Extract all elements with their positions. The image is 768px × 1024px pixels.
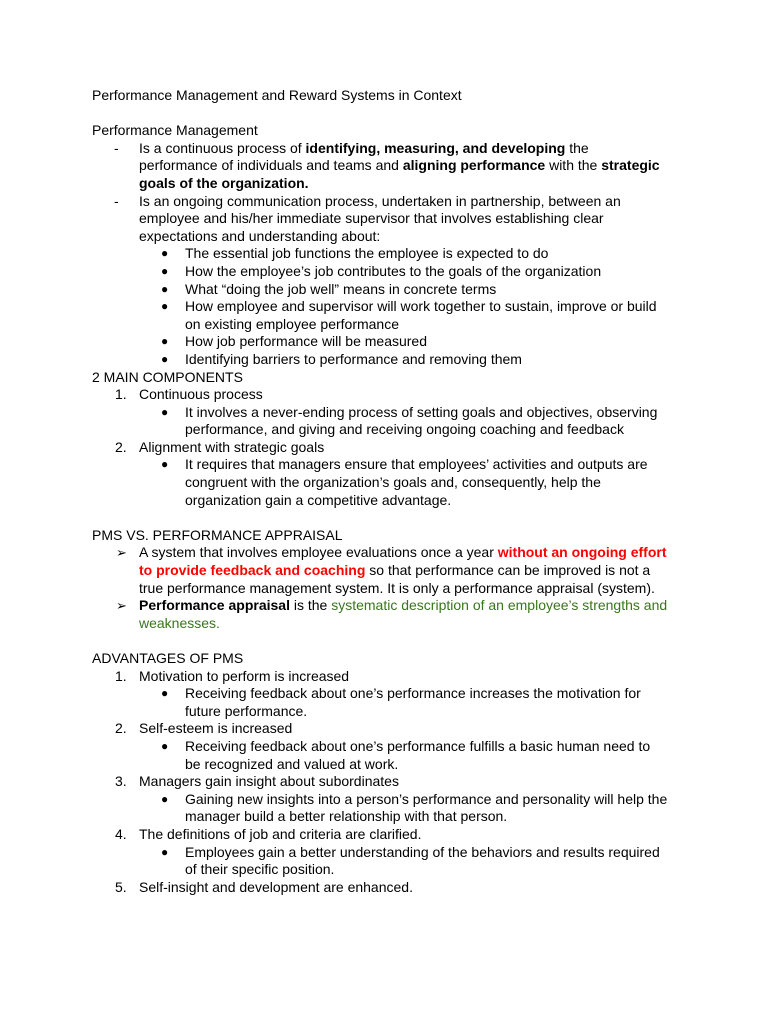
section-heading-main-components: 2 MAIN COMPONENTS xyxy=(92,368,243,385)
text-line: manager build a better relationship with that person. xyxy=(185,808,508,825)
numbered-item xyxy=(92,773,692,791)
text-line: How employee and supervisor will work together to sustain, improve or build xyxy=(185,298,657,315)
arrow-marker: ➢ xyxy=(116,545,127,561)
text-line: Continuous process xyxy=(139,386,263,403)
number-marker: 1. xyxy=(115,667,127,684)
spacer xyxy=(92,509,692,527)
arrow-item xyxy=(92,597,692,632)
number-marker: 2. xyxy=(115,720,127,737)
bullet-marker: ● xyxy=(161,844,169,859)
text-line: It requires that managers ensure that employees’ activities and outputs are xyxy=(185,456,648,473)
bullet-marker: ● xyxy=(161,281,169,296)
text-line: be recognized and valued at work. xyxy=(185,755,399,772)
dash-marker: - xyxy=(114,192,119,209)
document-body xyxy=(92,87,692,896)
text-line: goals of the organization. xyxy=(139,174,309,191)
text-line: Alignment with strategic goals xyxy=(139,438,325,455)
numbered-item xyxy=(92,668,692,686)
bullet-marker: ● xyxy=(161,263,169,278)
bullet-marker: ● xyxy=(161,791,169,806)
arrow-item xyxy=(92,544,692,597)
text-line: Is a continuous process of identifying, measuring, and developing the xyxy=(139,139,589,156)
spacer xyxy=(92,105,692,123)
bullet-item xyxy=(92,263,692,281)
arrow-marker: ➢ xyxy=(116,598,127,614)
text-line: Managers gain insight about subordinates xyxy=(139,773,399,790)
text-line: Receiving feedback about one’s performance increases the motivation for xyxy=(185,685,641,702)
text-line: The essential job functions the employee is expected to do xyxy=(185,245,549,262)
text-line: How job performance will be measured xyxy=(185,333,427,350)
bullet-item xyxy=(92,298,692,333)
number-marker: 2. xyxy=(115,438,127,455)
bullet-item xyxy=(92,844,692,879)
bullet-marker: ● xyxy=(161,738,169,753)
bullet-marker: ● xyxy=(161,404,169,419)
bullet-item xyxy=(92,685,692,720)
text-line: Is an ongoing communication process, undertaken in partnership, between an xyxy=(139,192,621,209)
text-line: true performance management system. It is only a performance appraisal (system). xyxy=(139,579,655,596)
section-heading-pms-vs-appraisal: PMS VS. PERFORMANCE APPRAISAL xyxy=(92,526,343,543)
number-marker: 4. xyxy=(115,825,127,842)
bullet-item xyxy=(92,245,692,263)
red-emphasis: without an ongoing effort xyxy=(497,544,667,561)
text-line: organization gain a competitive advantage. xyxy=(185,491,452,508)
text-line: What “doing the job well” means in concrete terms xyxy=(185,280,497,297)
number-marker: 5. xyxy=(115,878,127,895)
text-line: Self-esteem is increased xyxy=(139,720,293,737)
numbered-item xyxy=(92,826,692,844)
document-title: Performance Management and Reward Systems in Context xyxy=(92,87,462,103)
bullet-item xyxy=(92,456,692,509)
bullet-marker: ● xyxy=(161,457,169,472)
text-line: How the employee’s job contributes to the goals of the organization xyxy=(185,262,602,279)
text-line: future performance. xyxy=(185,702,308,719)
dash-marker: - xyxy=(114,139,119,156)
text-line: Gaining new insights into a person’s performance and personality will help the xyxy=(185,790,668,807)
text-line: performance of individuals and teams and aligning performance with the strategic xyxy=(139,157,660,174)
text-line: to provide feedback and coaching so that performance can be improved is not a xyxy=(139,562,651,579)
text-line: A system that involves employee evaluations once a year without an ongoing effort xyxy=(139,544,667,561)
text-line: The definitions of job and criteria are clarified. xyxy=(139,825,422,842)
bullet-item xyxy=(92,404,692,439)
bullet-item xyxy=(92,791,692,826)
text-line: Receiving feedback about one’s performance fulfills a basic human need to xyxy=(185,737,651,754)
red-emphasis: to provide feedback and coaching xyxy=(139,562,366,579)
bullet-marker: ● xyxy=(161,246,169,261)
text-line: congruent with the organization’s goals and, consequently, help the xyxy=(185,474,601,491)
text-line: Employees gain a better understanding of the behaviors and results required xyxy=(185,843,660,860)
text-line: expectations and understanding about: xyxy=(139,227,381,244)
text-line: Self-insight and development are enhanced. xyxy=(139,878,413,895)
pm-definition-item-2 xyxy=(92,193,692,246)
text-line: Performance appraisal is the systematic description of an employee’s strengths and xyxy=(139,597,668,614)
green-emphasis: systematic description of an employee’s strengths and xyxy=(331,597,668,614)
number-marker: 3. xyxy=(115,773,127,790)
bullet-marker: ● xyxy=(161,334,169,349)
bullet-item xyxy=(92,281,692,299)
text-line: of their specific position. xyxy=(185,861,335,878)
text-line: performance, and giving and receiving ongoing coaching and feedback xyxy=(185,421,624,438)
green-emphasis: weaknesses. xyxy=(139,614,220,631)
bullet-item xyxy=(92,351,692,369)
bullet-marker: ● xyxy=(161,351,169,366)
bullet-item xyxy=(92,333,692,351)
spacer xyxy=(92,632,692,650)
number-marker: 1. xyxy=(115,386,127,403)
numbered-item xyxy=(92,720,692,738)
section-heading-performance-management: Performance Management xyxy=(92,122,258,139)
text-line: employee and his/her immediate supervisor that involves establishing clear xyxy=(139,210,604,227)
numbered-item xyxy=(92,386,692,404)
bullet-item xyxy=(92,738,692,773)
bullet-marker: ● xyxy=(161,299,169,314)
numbered-item xyxy=(92,879,692,897)
text-line: on existing employee performance xyxy=(185,315,400,332)
pm-definition-item-1 xyxy=(92,140,692,193)
numbered-item xyxy=(92,439,692,457)
bullet-marker: ● xyxy=(161,686,169,701)
text-line: It involves a never-ending process of setting goals and objectives, observing xyxy=(185,403,658,420)
text-line: Identifying barriers to performance and removing them xyxy=(185,350,522,367)
text-line: Motivation to perform is increased xyxy=(139,667,350,684)
section-heading-advantages: ADVANTAGES OF PMS xyxy=(92,650,244,666)
